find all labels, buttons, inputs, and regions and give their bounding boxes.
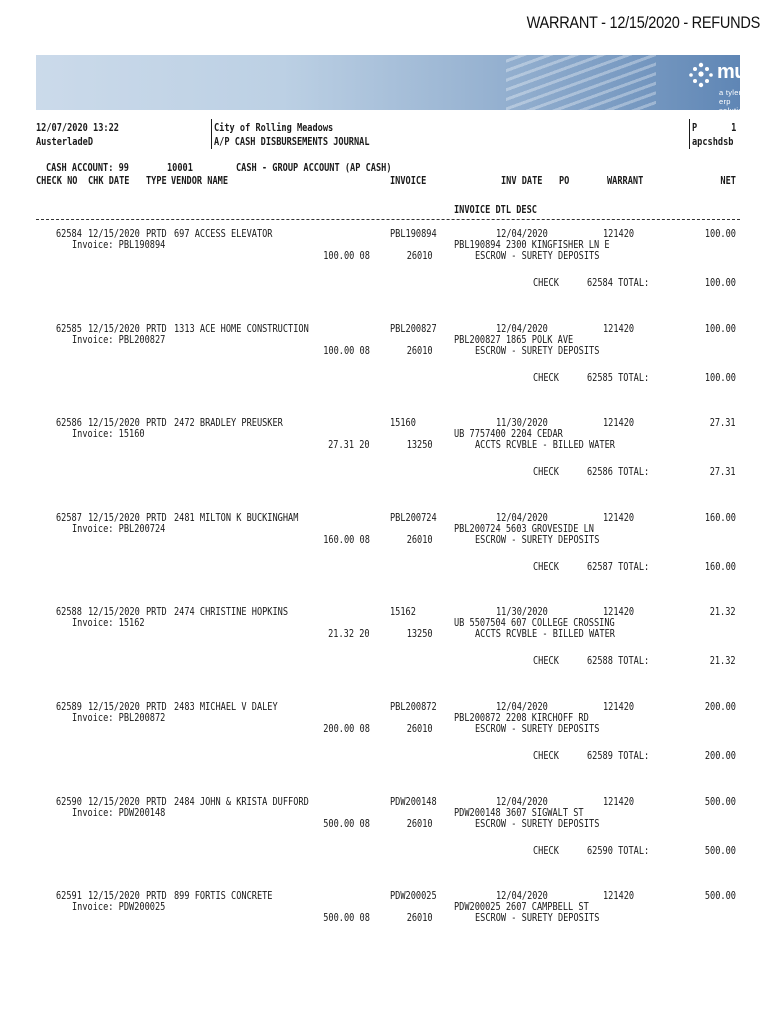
invoice-number: PBL190894: [390, 228, 437, 240]
invoice-date: 12/04/2020: [496, 512, 548, 524]
invoice-line: Invoice: PBL200827: [72, 334, 166, 346]
line-amount: 200.00 08: [323, 723, 370, 735]
check-total: 21.32: [710, 655, 736, 667]
warrant-number: 121420: [603, 796, 635, 808]
journal-name: A/P CASH DISBURSEMENTS JOURNAL: [214, 136, 370, 148]
check-total: 100.00: [704, 277, 736, 289]
check-date: 12/15/2020: [88, 417, 140, 429]
col-invoice: INVOICE: [390, 175, 427, 187]
vendor-name: 899 FORTIS CONCRETE: [174, 890, 273, 902]
program-name: apcshdsb: [692, 136, 734, 148]
invoice-description: UB 5507504 607 COLLEGE CROSSING: [454, 617, 615, 629]
check-number: 62587: [56, 512, 82, 524]
check-label: CHECK: [533, 561, 559, 573]
invoice-date: 12/04/2020: [496, 796, 548, 808]
check-number: 62589: [56, 701, 82, 713]
invoice-number: PDW200148: [390, 796, 437, 808]
invoice-number: PBL200724: [390, 512, 437, 524]
account-number: 26010: [407, 912, 433, 924]
account-number: 26010: [407, 534, 433, 546]
net-amount: 200.00: [704, 701, 736, 713]
check-number: 62586: [56, 417, 82, 429]
check-entry: [0, 417, 770, 497]
invoice-number: PDW200025: [390, 890, 437, 902]
report-banner: [36, 55, 773, 115]
invoice-number: 15162: [390, 606, 416, 618]
check-type: PRTD: [146, 701, 167, 713]
account-description: ESCROW - SURETY DEPOSITS: [475, 818, 600, 830]
cash-account: CASH ACCOUNT: 99: [46, 162, 129, 174]
account-description: ACCTS RCVBLE - BILLED WATER: [475, 628, 615, 640]
col-po: PO: [559, 175, 570, 187]
check-label: CHECK: [533, 655, 559, 667]
check-total: 100.00: [704, 372, 736, 384]
munis-tagline: a tyler erp solution: [719, 88, 748, 115]
warrant-number: 121420: [603, 228, 635, 240]
check-entry: [0, 890, 770, 970]
col-inv-date: INV DATE: [501, 175, 543, 187]
munis-logo-text: munis: [717, 61, 773, 83]
check-number: 62591: [56, 890, 82, 902]
col-chk-date: CHK DATE: [88, 175, 130, 187]
check-type: PRTD: [146, 606, 167, 618]
check-date: 12/15/2020: [88, 228, 140, 240]
check-type: PRTD: [146, 890, 167, 902]
account-description: ESCROW - SURETY DEPOSITS: [475, 534, 600, 546]
check-label: CHECK: [533, 466, 559, 478]
check-entry: [0, 323, 770, 403]
check-label: CHECK: [533, 845, 559, 857]
check-total-label: 62588 TOTAL:: [587, 655, 650, 667]
line-amount: 27.31 20: [328, 439, 370, 451]
check-date: 12/15/2020: [88, 796, 140, 808]
net-amount: 27.31: [710, 417, 736, 429]
check-total: 200.00: [704, 750, 736, 762]
net-amount: 21.32: [710, 606, 736, 618]
check-type: PRTD: [146, 796, 167, 808]
invoice-description: PDW200025 2607 CAMPBELL ST: [454, 901, 589, 913]
line-amount: 500.00 08: [323, 818, 370, 830]
account-description: ESCROW - SURETY DEPOSITS: [475, 345, 600, 357]
invoice-line: Invoice: PDW200025: [72, 901, 166, 913]
invoice-number: PBL200872: [390, 701, 437, 713]
invoice-line: Invoice: PBL200724: [72, 523, 166, 535]
invoice-description: PBL200827 1865 POLK AVE: [454, 334, 574, 346]
invoice-description: PDW200148 3607 SIGWALT ST: [454, 807, 584, 819]
invoice-line: Invoice: 15162: [72, 617, 145, 629]
warrant-number: 121420: [603, 512, 635, 524]
vendor-name: 2474 CHRISTINE HOPKINS: [174, 606, 289, 618]
check-entry: [0, 606, 770, 686]
check-total: 160.00: [704, 561, 736, 573]
check-date: 12/15/2020: [88, 701, 140, 713]
account-number: 26010: [407, 818, 433, 830]
vendor-name: 2481 MILTON K BUCKINGHAM: [174, 512, 299, 524]
vendor-name: 2483 MICHAEL V DALEY: [174, 701, 278, 713]
check-total-label: 62585 TOTAL:: [587, 372, 650, 384]
header-divider-right: [689, 119, 690, 149]
check-total-label: 62586 TOTAL:: [587, 466, 650, 478]
invoice-number: PBL200827: [390, 323, 437, 335]
check-number: 62584: [56, 228, 82, 240]
header-separator: [36, 219, 740, 220]
invoice-line: Invoice: 15160: [72, 428, 145, 440]
line-amount: 21.32 20: [328, 628, 370, 640]
account-description: ESCROW - SURETY DEPOSITS: [475, 912, 600, 924]
invoice-description: UB 7757400 2204 CEDAR: [454, 428, 563, 440]
check-label: CHECK: [533, 372, 559, 384]
line-amount: 500.00 08: [323, 912, 370, 924]
document-title: WARRANT - 12/15/2020 - REFUNDS: [526, 14, 760, 32]
check-date: 12/15/2020: [88, 606, 140, 618]
check-number: 62590: [56, 796, 82, 808]
net-amount: 100.00: [704, 228, 736, 240]
line-amount: 100.00 08: [323, 250, 370, 262]
invoice-line: Invoice: PBL200872: [72, 712, 166, 724]
vendor-name: 1313 ACE HOME CONSTRUCTION: [174, 323, 309, 335]
check-type: PRTD: [146, 512, 167, 524]
account-number: 26010: [407, 723, 433, 735]
vendor-name: 2472 BRADLEY PREUSKER: [174, 417, 283, 429]
org-name: City of Rolling Meadows: [214, 122, 334, 134]
line-amount: 160.00 08: [323, 534, 370, 546]
warrant-number: 121420: [603, 701, 635, 713]
check-date: 12/15/2020: [88, 512, 140, 524]
page-number: 1: [730, 122, 736, 134]
invoice-number: 15160: [390, 417, 416, 429]
col-check-no: CHECK NO: [36, 175, 78, 187]
vendor-name: 697 ACCESS ELEVATOR: [174, 228, 273, 240]
check-total-label: 62587 TOTAL:: [587, 561, 650, 573]
check-total-label: 62584 TOTAL:: [587, 277, 650, 289]
invoice-line: Invoice: PBL190894: [72, 239, 166, 251]
account-number: 26010: [407, 250, 433, 262]
net-amount: 160.00: [704, 512, 736, 524]
warrant-number: 121420: [603, 323, 635, 335]
check-type: PRTD: [146, 228, 167, 240]
check-entry: [0, 796, 770, 876]
invoice-description: PBL200872 2208 KIRCHOFF RD: [454, 712, 589, 724]
check-entry: [0, 701, 770, 781]
col-net: NET: [720, 175, 736, 187]
check-type: PRTD: [146, 323, 167, 335]
cash-description: CASH - GROUP ACCOUNT (AP CASH): [236, 162, 392, 174]
invoice-line: Invoice: PDW200148: [72, 807, 166, 819]
report-user: AusterladeD: [36, 136, 94, 148]
account-number: 13250: [407, 439, 433, 451]
check-entry: [0, 228, 770, 308]
check-total-label: 62589 TOTAL:: [587, 750, 650, 762]
account-description: ESCROW - SURETY DEPOSITS: [475, 250, 600, 262]
col-invoice-dtl-desc: INVOICE DTL DESC: [454, 204, 537, 216]
col-warrant: WARRANT: [607, 175, 644, 187]
warrant-number: 121420: [603, 417, 635, 429]
munis-dots-icon: [686, 61, 716, 91]
banner-swirl-decoration: [506, 50, 656, 120]
check-entry: [0, 512, 770, 592]
warrant-number: 121420: [603, 890, 635, 902]
net-amount: 500.00: [704, 796, 736, 808]
invoice-description: PBL190894 2300 KINGFISHER LN E: [454, 239, 610, 251]
check-label: CHECK: [533, 750, 559, 762]
invoice-date: 11/30/2020: [496, 606, 548, 618]
account-number: 13250: [407, 628, 433, 640]
check-date: 12/15/2020: [88, 890, 140, 902]
report-datetime: 12/07/2020 13:22: [36, 122, 119, 134]
net-amount: 500.00: [704, 890, 736, 902]
warrant-number: 121420: [603, 606, 635, 618]
invoice-date: 11/30/2020: [496, 417, 548, 429]
header-divider: [211, 119, 212, 149]
invoice-date: 12/04/2020: [496, 890, 548, 902]
cash-code: 10001: [167, 162, 193, 174]
net-amount: 100.00: [704, 323, 736, 335]
col-type: TYPE: [146, 175, 167, 187]
invoice-date: 12/04/2020: [496, 228, 548, 240]
check-number: 62585: [56, 323, 82, 335]
col-vendor-name: VENDOR NAME: [171, 175, 229, 187]
invoice-date: 12/04/2020: [496, 701, 548, 713]
line-amount: 100.00 08: [323, 345, 370, 357]
check-number: 62588: [56, 606, 82, 618]
account-description: ACCTS RCVBLE - BILLED WATER: [475, 439, 615, 451]
invoice-date: 12/04/2020: [496, 323, 548, 335]
check-type: PRTD: [146, 417, 167, 429]
check-total-label: 62590 TOTAL:: [587, 845, 650, 857]
check-label: CHECK: [533, 277, 559, 289]
invoice-description: PBL200724 5603 GROVESIDE LN: [454, 523, 594, 535]
check-total: 500.00: [704, 845, 736, 857]
check-total: 27.31: [710, 466, 736, 478]
check-date: 12/15/2020: [88, 323, 140, 335]
account-description: ESCROW - SURETY DEPOSITS: [475, 723, 600, 735]
account-number: 26010: [407, 345, 433, 357]
vendor-name: 2484 JOHN & KRISTA DUFFORD: [174, 796, 309, 808]
page-label: P: [692, 122, 698, 134]
